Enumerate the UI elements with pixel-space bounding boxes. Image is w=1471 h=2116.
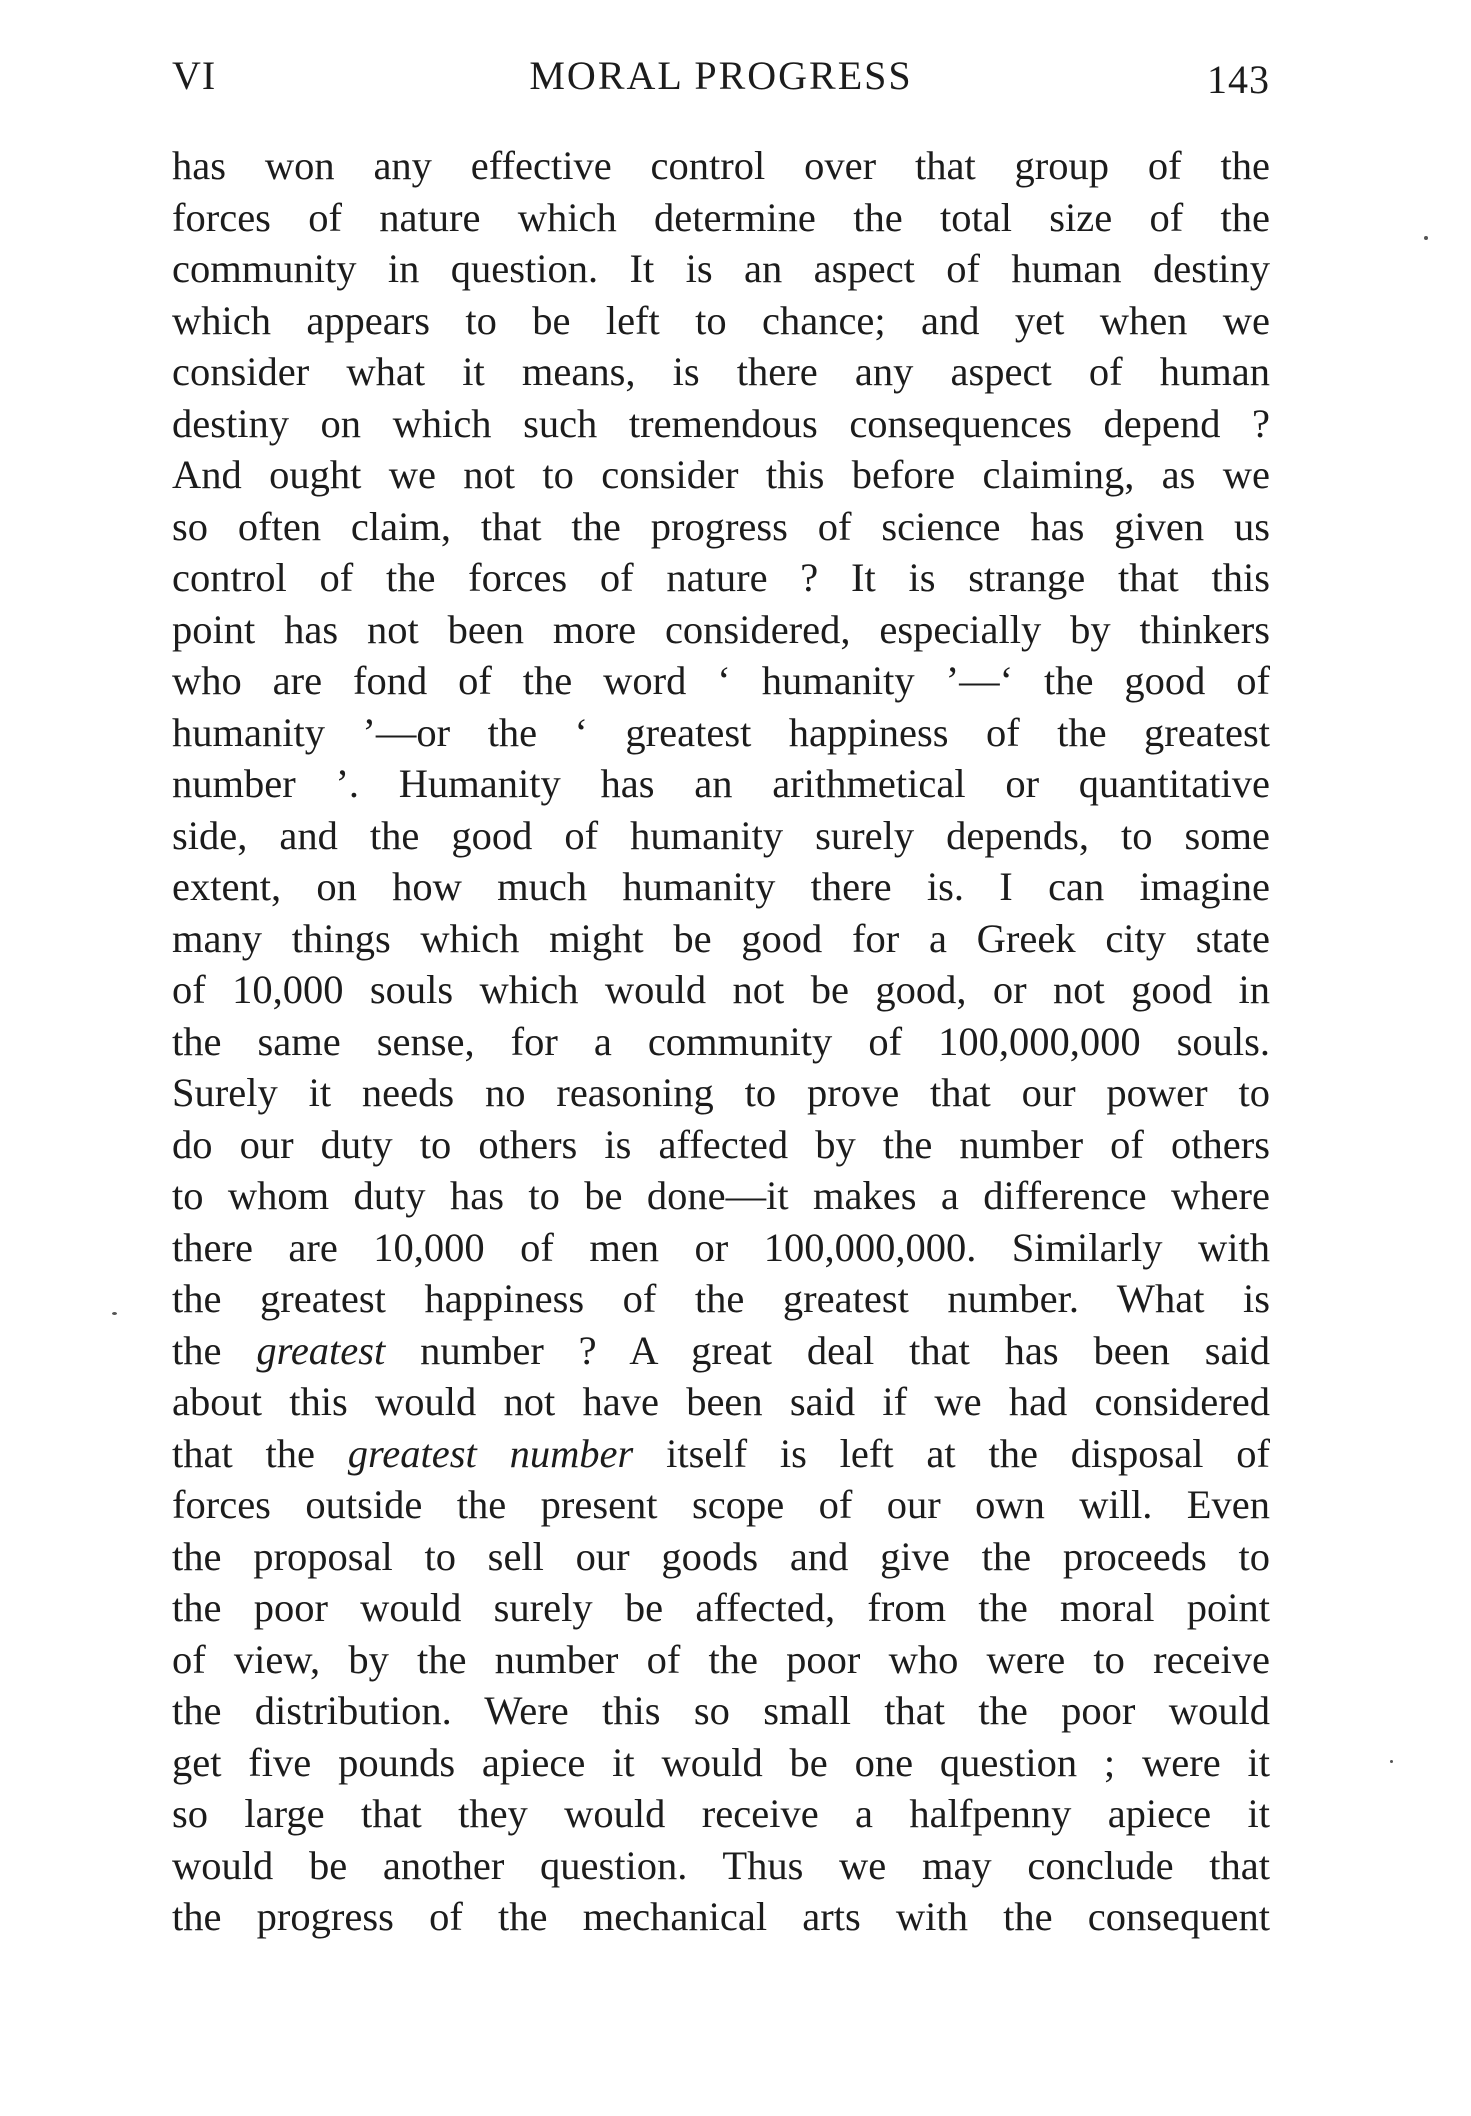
text-line: extent, on how much humanity there is. I can imagine bbox=[172, 864, 1270, 909]
italic-emphasis: greatest bbox=[256, 1327, 386, 1373]
text-line: many things which might be good for a Greek city state bbox=[172, 915, 1270, 961]
text-line: the poor would surely be affected, from the moral point bbox=[172, 1585, 1270, 1630]
text-line bbox=[172, 1325, 1270, 1377]
text-segment: the bbox=[172, 1327, 257, 1373]
text-line: control of the forces of nature ? It is strange that this bbox=[172, 555, 1270, 600]
text-segment: that the bbox=[172, 1430, 348, 1476]
body-paragraph bbox=[172, 140, 1270, 1943]
text-line: And ought we not to consider this before claiming, as we bbox=[172, 452, 1270, 497]
text-line: humanity ’—or the ‘ greatest happiness of the greatest bbox=[172, 709, 1270, 755]
running-title: MORAL PROGRESS bbox=[529, 53, 913, 98]
text-line: get five pounds apiece it would be one question ; were it bbox=[172, 1739, 1270, 1785]
text-line: the proposal to sell our goods and give the proceeds to bbox=[172, 1533, 1270, 1579]
text-line: the greatest happiness of the greatest number. What is bbox=[172, 1276, 1270, 1321]
page-number: 143 bbox=[1207, 57, 1270, 102]
text-line: there are 10,000 of men or 100,000,000. Similarly with bbox=[172, 1224, 1270, 1270]
scan-speck bbox=[1424, 236, 1428, 240]
text-line: of 10,000 souls which would not be good, or not good in bbox=[172, 967, 1270, 1012]
text-line: consider what it means, is there any aspect of human bbox=[172, 349, 1270, 394]
text-line: forces outside the present scope of our own will. Even bbox=[172, 1482, 1270, 1527]
text-line: the progress of the mechanical arts with the consequent bbox=[172, 1894, 1270, 1939]
text-line: Surely it needs no reasoning to prove that our power to bbox=[172, 1070, 1270, 1115]
text-line: the distribution. Were this so small that the poor would bbox=[172, 1688, 1270, 1733]
text-line: community in question. It is an aspect of human destiny bbox=[172, 246, 1270, 291]
scan-speck bbox=[112, 1312, 117, 1315]
text-line: forces of nature which determine the total size of the bbox=[172, 194, 1270, 240]
text-line: about this would not have been said if we had considered bbox=[172, 1379, 1270, 1424]
text-line bbox=[172, 1428, 1270, 1480]
text-line: who are fond of the word ‘ humanity ’—‘ the good of bbox=[172, 658, 1270, 703]
text-line: point has not been more considered, especially by thinkers bbox=[172, 606, 1270, 652]
chapter-number: VI bbox=[172, 53, 217, 98]
scan-speck bbox=[1390, 1760, 1393, 1763]
text-line: destiny on which such tremendous consequences depend ? bbox=[172, 400, 1270, 446]
text-line: side, and the good of humanity surely depends, to some bbox=[172, 812, 1270, 858]
text-line: of view, by the number of the poor who were to receive bbox=[172, 1636, 1270, 1682]
text-line: number ’. Humanity has an arithmetical or quantitative bbox=[172, 761, 1270, 806]
italic-emphasis: greatest number bbox=[347, 1430, 634, 1476]
text-segment: itself is left at the disposal of bbox=[633, 1430, 1271, 1476]
text-line: which appears to be left to chance; and yet when we bbox=[172, 297, 1270, 343]
text-line: the same sense, for a community of 100,000,000 souls. bbox=[172, 1018, 1270, 1064]
text-line: has won any effective control over that group of the bbox=[172, 143, 1270, 188]
text-line: would be another question. Thus we may conclude that bbox=[172, 1842, 1270, 1888]
text-line: so often claim, that the progress of science has given us bbox=[172, 503, 1270, 549]
text-line: so large that they would receive a halfpenny apiece it bbox=[172, 1791, 1270, 1836]
text-line: do our duty to others is affected by the number of others bbox=[172, 1121, 1270, 1167]
running-header bbox=[172, 52, 1270, 108]
text-segment: number ? A great deal that has been said bbox=[385, 1327, 1270, 1373]
text-line: to whom duty has to be done—it makes a difference where bbox=[172, 1173, 1270, 1218]
